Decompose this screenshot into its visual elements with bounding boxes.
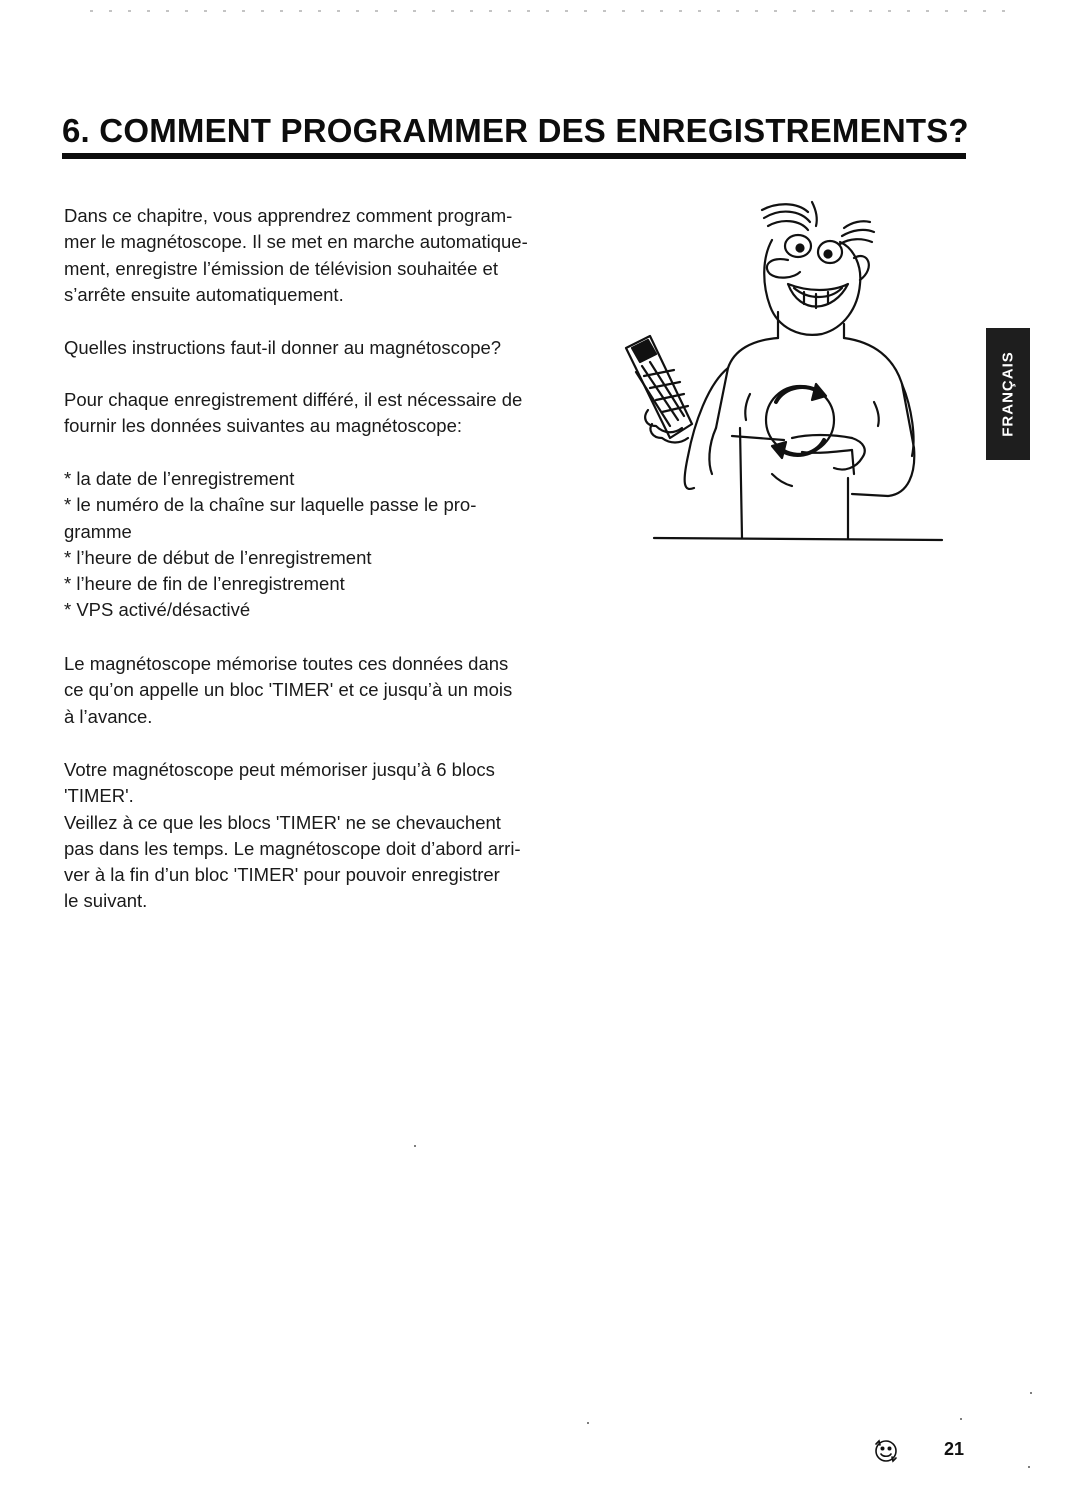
capacity-paragraph: Votre magnétoscope peut mémoriser jusqu’à 6 blocs 'TIMER'. Veillez à ce que les blocs 'TIMER' ne se chevauchent pas dans les temps. Le magnétoscope doit d’abord arri- ver à la fin d’un bloc 'TIMER' pour pouvoir enregistrer le suivant. — [64, 759, 521, 912]
requirement-paragraph: Pour chaque enregistrement différé, il est nécessaire de fournir les données suivantes au magnétoscope: — [64, 389, 523, 437]
title-underline — [62, 153, 966, 159]
language-tab — [986, 328, 1030, 460]
cartoon-man-with-remote-illustration — [612, 188, 952, 548]
scan-speck — [960, 1418, 962, 1420]
scan-speck — [1030, 1392, 1032, 1394]
requirement-list — [64, 466, 604, 624]
page-title: 6. COMMENT PROGRAMMER DES ENREGISTREMENTS? — [62, 112, 969, 149]
scan-speck — [587, 1422, 589, 1424]
smiley-cycle-icon — [870, 1436, 902, 1466]
list-item: * la date de l’enregistrement — [64, 468, 295, 489]
intro-paragraph: Dans ce chapitre, vous apprendrez comment program- mer le magnétoscope. Il se met en marche automatique- ment, enregistre l’émission de télévision souhaitée et s’arrête ensuite automatiquement. — [64, 205, 528, 305]
list-item: * le numéro de la chaîne sur laquelle passe le pro- gramme — [64, 494, 477, 542]
list-item: * l’heure de début de l’enregistrement — [64, 546, 372, 568]
list-item: * VPS activé/désactivé — [64, 599, 251, 621]
scan-speck — [414, 1145, 416, 1147]
question-paragraph: Quelles instructions faut-il donner au magnétoscope? — [64, 337, 502, 358]
page-number: 21 — [944, 1439, 965, 1459]
list-item: * l’heure de fin de l’enregistrement — [64, 573, 345, 595]
language-tab-label: FRANÇAIS — [999, 351, 1017, 437]
scan-noise — [90, 10, 1010, 12]
scan-speck — [1028, 1466, 1030, 1468]
memory-paragraph: Le magnétoscope mémorise toutes ces données dans ce qu’on appelle un bloc 'TIMER' et ce jusqu’à un mois à l’avance. — [64, 653, 513, 727]
